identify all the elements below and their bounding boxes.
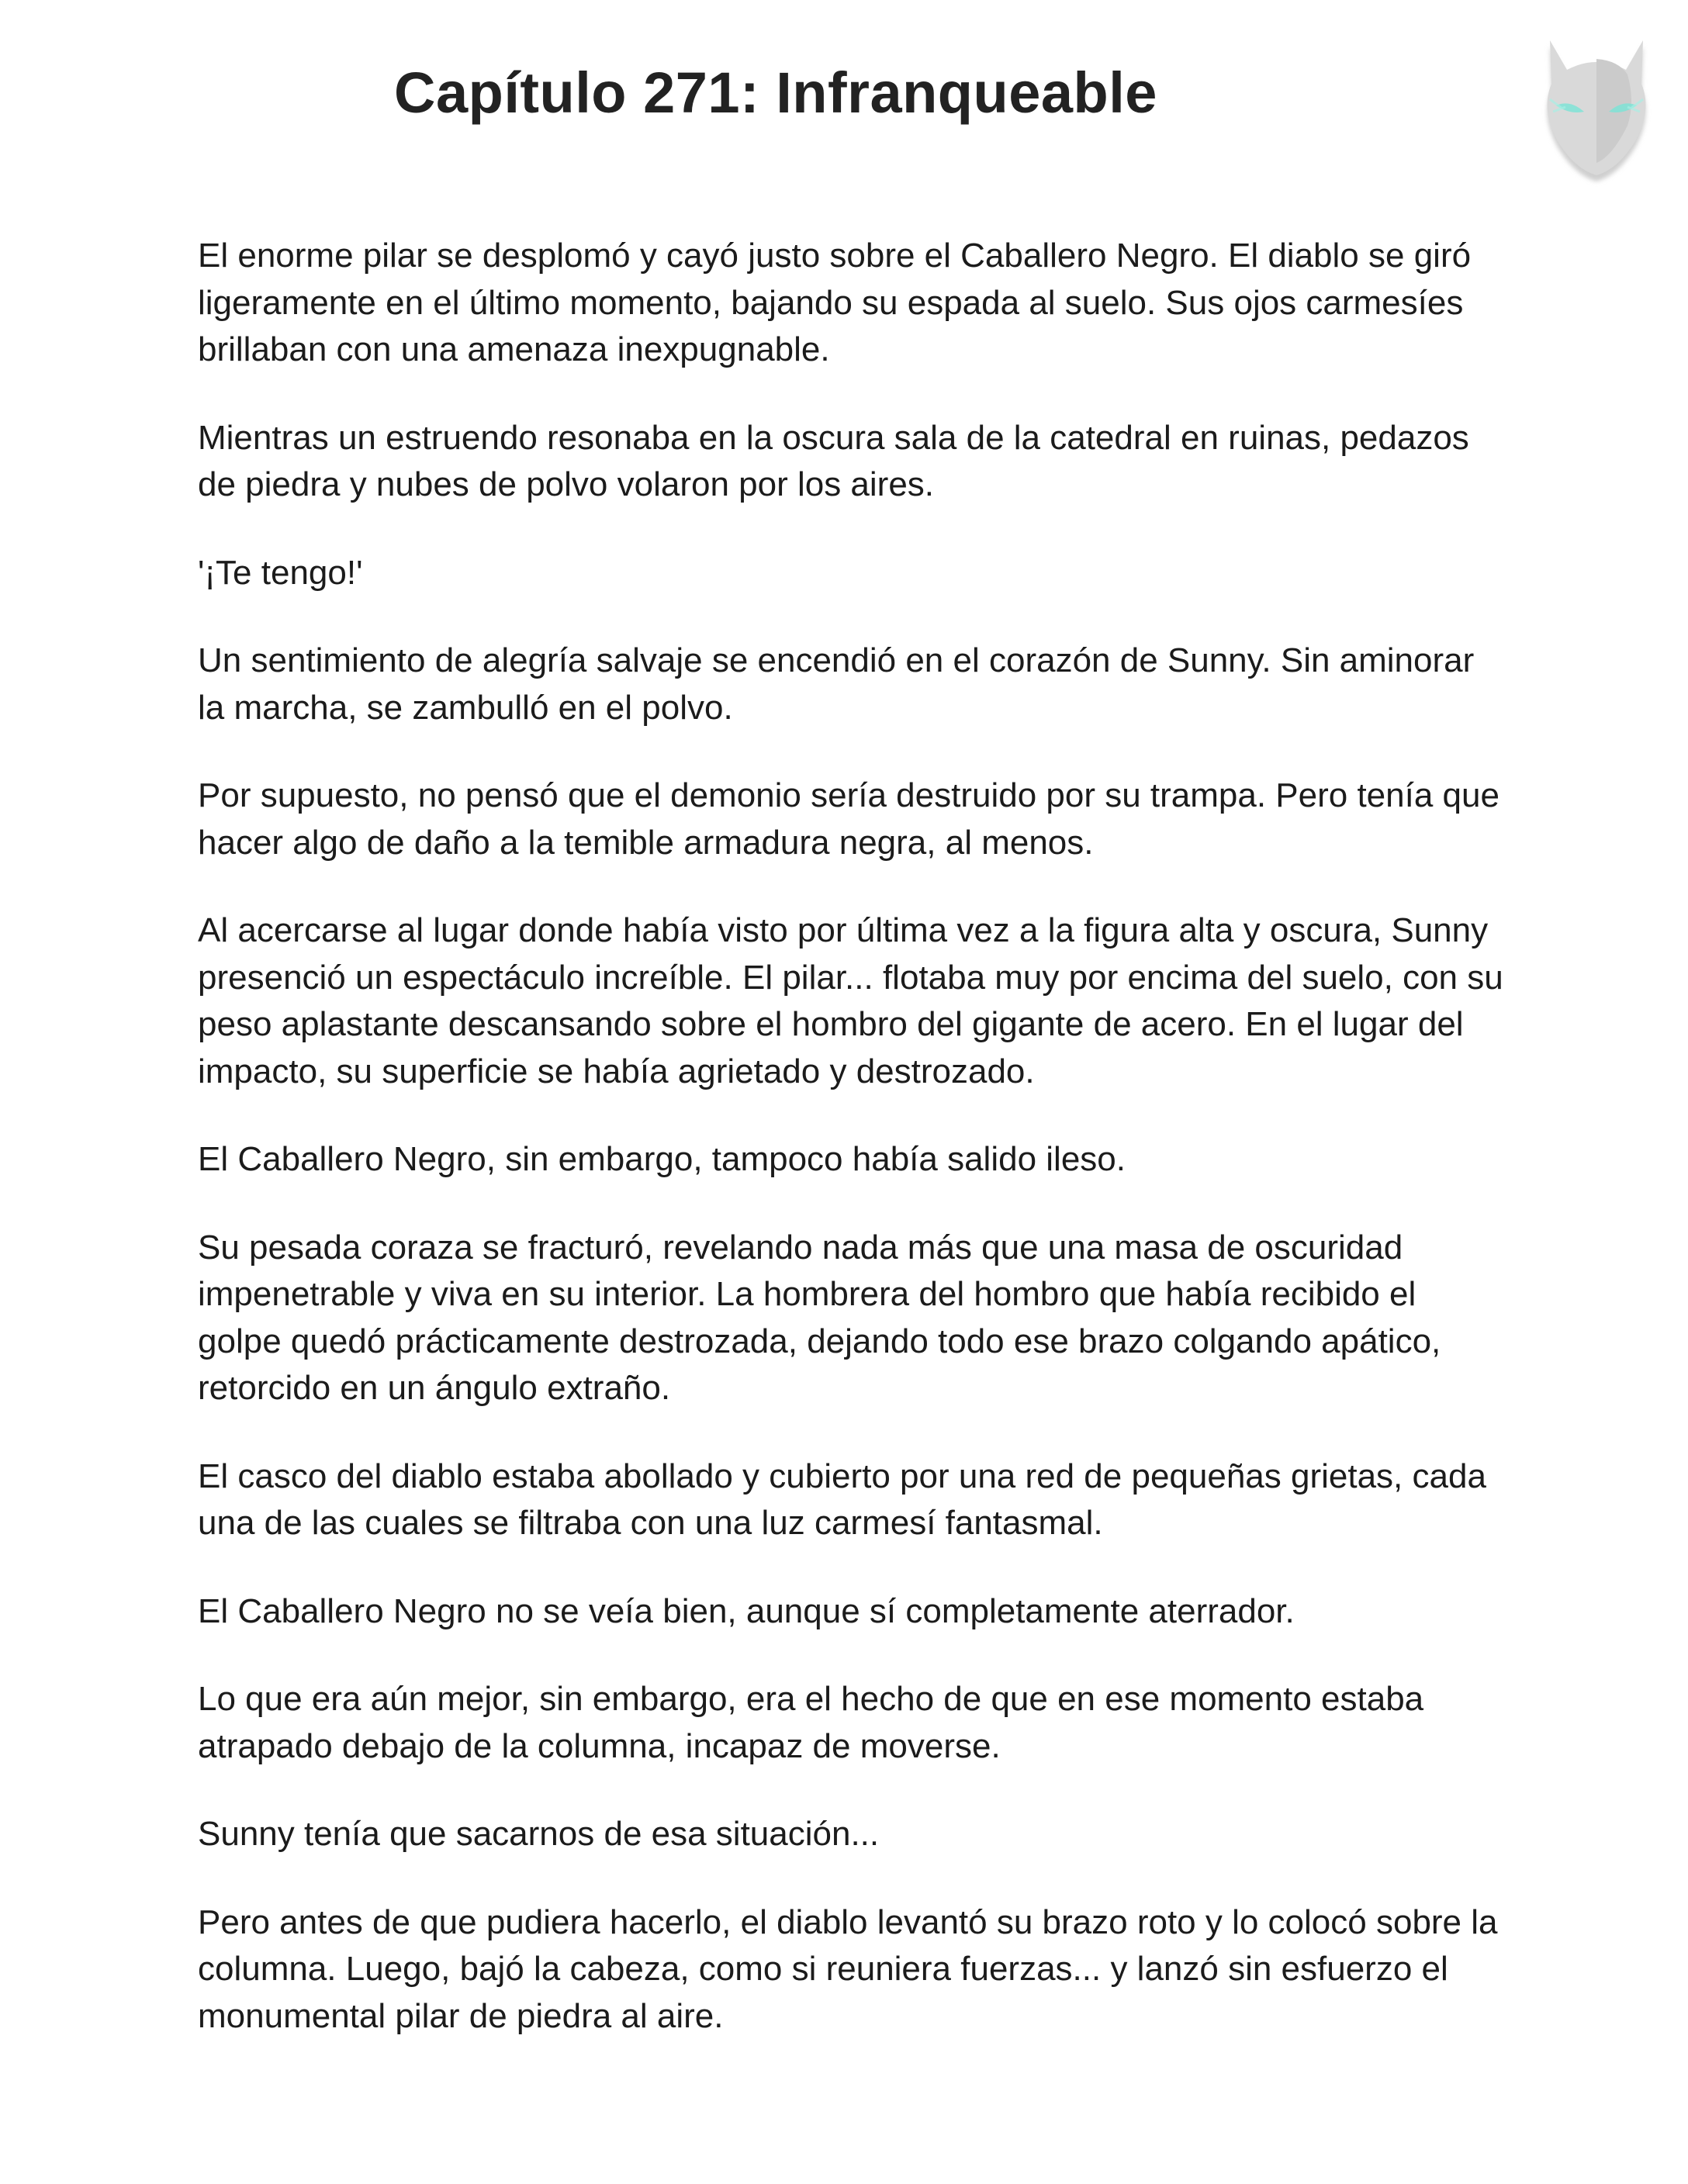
paragraph: Mientras un estruendo resonaba en la oscura sala de la catedral en ruinas, pedazos de piedra y nubes de polvo volaron por los aires. xyxy=(198,418,1469,503)
paragraph: El Caballero Negro, sin embargo, tampoco había salido ileso. xyxy=(198,1140,1126,1178)
paragraph: Al acercarse al lugar donde había visto por última vez a la figura alta y oscura, Sunny presenció un espectáculo increíble. El pilar... flotaba muy por encima del suelo, con su peso aplastante descansando sobre el hombro del gigante de acero. En el lugar del impacto, su superficie se había agrietado y destrozado. xyxy=(198,911,1503,1090)
paragraph: Por supuesto, no pensó que el demonio sería destruido por su trampa. Pero tenía que hacer algo de daño a la temible armadura negra, al menos. xyxy=(198,776,1499,862)
paragraph: '¡Te tengo!' xyxy=(198,553,363,592)
chapter-title: Capítulo 271: Infranqueable xyxy=(394,60,1157,125)
demon-head-icon xyxy=(1519,9,1674,188)
paragraph: El Caballero Negro no se veía bien, aunque sí completamente aterrador. xyxy=(198,1591,1295,1630)
paragraph: Pero antes de que pudiera hacerlo, el diablo levantó su brazo roto y lo colocó sobre la columna. Luego, bajó la cabeza, como si reuniera fuerzas... y lanzó sin esfuerzo el monumental pilar de piedra al aire. xyxy=(198,1902,1498,2035)
paragraph: Sunny tenía que sacarnos de esa situación... xyxy=(198,1815,880,1853)
chapter-body xyxy=(198,233,1509,2081)
paragraph: El casco del diablo estaba abollado y cubierto por una red de pequeñas grietas, cada una de las cuales se filtraba con una luz carmesí fantasmal. xyxy=(198,1457,1486,1542)
paragraph: Un sentimiento de alegría salvaje se encendió en el corazón de Sunny. Sin aminorar la marcha, se zambulló en el polvo. xyxy=(198,641,1475,727)
paragraph: Su pesada coraza se fracturó, revelando nada más que una masa de oscuridad impenetrable y viva en su interior. La hombrera del hombro que había recibido el golpe quedó prácticamente destrozada, dejando todo ese brazo colgando apático, retorcido en un ángulo extraño. xyxy=(198,1228,1441,1407)
paragraph: Lo que era aún mejor, sin embargo, era el hecho de que en ese momento estaba atrapado debajo de la columna, incapaz de moverse. xyxy=(198,1680,1424,1765)
paragraph: El enorme pilar se desplomó y cayó justo sobre el Caballero Negro. El diablo se giró ligeramente en el último momento, bajando su espada al suelo. Sus ojos carmesíes brillaban con una amenaza inexpugnable. xyxy=(198,237,1472,368)
